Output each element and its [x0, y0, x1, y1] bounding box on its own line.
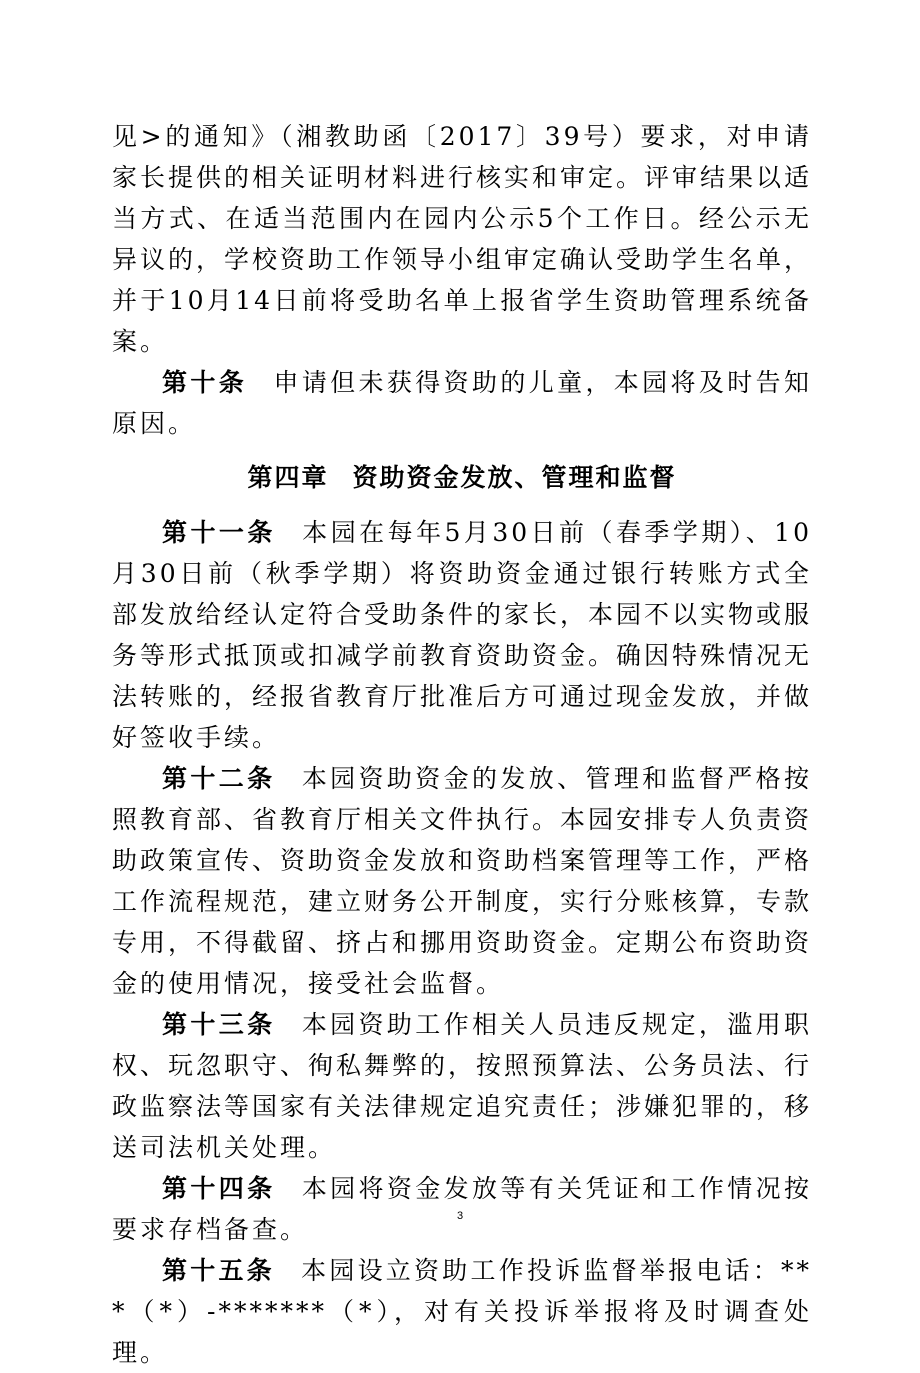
article-label: 第十二条: [162, 764, 276, 793]
article-text: 本园设立资助工作投诉监督举报电话：***（*）-*******（*），对有关投诉举报将及时调查处理。: [112, 1256, 812, 1367]
document-body: [112, 116, 812, 1373]
article-text: 本园资助资金的发放、管理和监督严格按照教育部、省教育厅相关文件执行。本园安排专人负责资助政策宣传、资助资金发放和资助档案管理等工作，严格工作流程规范，建立财务公开制度，实行分账核算，专款专用，不得截留、挤占和挪用资助资金。定期公布资助资金的使用情况，接受社会监督。: [112, 764, 813, 998]
article-14: [112, 1168, 812, 1250]
chapter-number: 第四章: [247, 463, 329, 492]
article-10: [112, 362, 812, 444]
chapter-title: 资助资金发放、管理和监督: [352, 463, 677, 492]
paragraph-continued: [112, 116, 812, 362]
article-label: 第十四条: [162, 1174, 276, 1203]
article-text: 本园将资金发放等有关凭证和工作情况按要求存档备查。: [112, 1174, 812, 1244]
article-text: 本园资助工作相关人员违反规定，滥用职权、玩忽职守、徇私舞弊的，按照预算法、公务员法、行政监察法等国家有关法律规定追究责任；涉嫌犯罪的，移送司法机关处理。: [112, 1010, 813, 1162]
paragraph-text: 见>的通知》（湘教助函〔2017〕39号）要求，对申请家长提供的相关证明材料进行核实和审定。评审结果以适当方式、在适当范围内在园内公示5个工作日。经公示无异议的，学校资助工作领导小组审定确认受助学生名单，并于10月14日前将受助名单上报省学生资助管理系统备案。: [112, 122, 813, 356]
article-13: [112, 1004, 812, 1168]
article-text: 申请但未获得资助的儿童，本园将及时告知原因。: [112, 368, 812, 438]
article-12: [112, 758, 812, 1004]
article-label: 第十三条: [162, 1010, 276, 1039]
page-number: 3: [456, 1210, 464, 1222]
article-label: 第十五条: [162, 1256, 275, 1285]
article-text: 本园在每年5月30日前（春季学期）、10月30日前（秋季学期）将资助资金通过银行转账方式全部发放给经认定符合受助条件的家长，本园不以实物或服务等形式抵顶或扣减学前教育资助资金。确因特殊情况无法转账的，经报省教育厅批准后方可通过现金发放，并做好签收手续。: [112, 518, 813, 752]
article-label: 第十条: [162, 368, 248, 397]
article-15: [112, 1250, 812, 1373]
chapter-heading: [112, 458, 812, 498]
article-11: [112, 512, 812, 758]
article-label: 第十一条: [162, 518, 276, 547]
